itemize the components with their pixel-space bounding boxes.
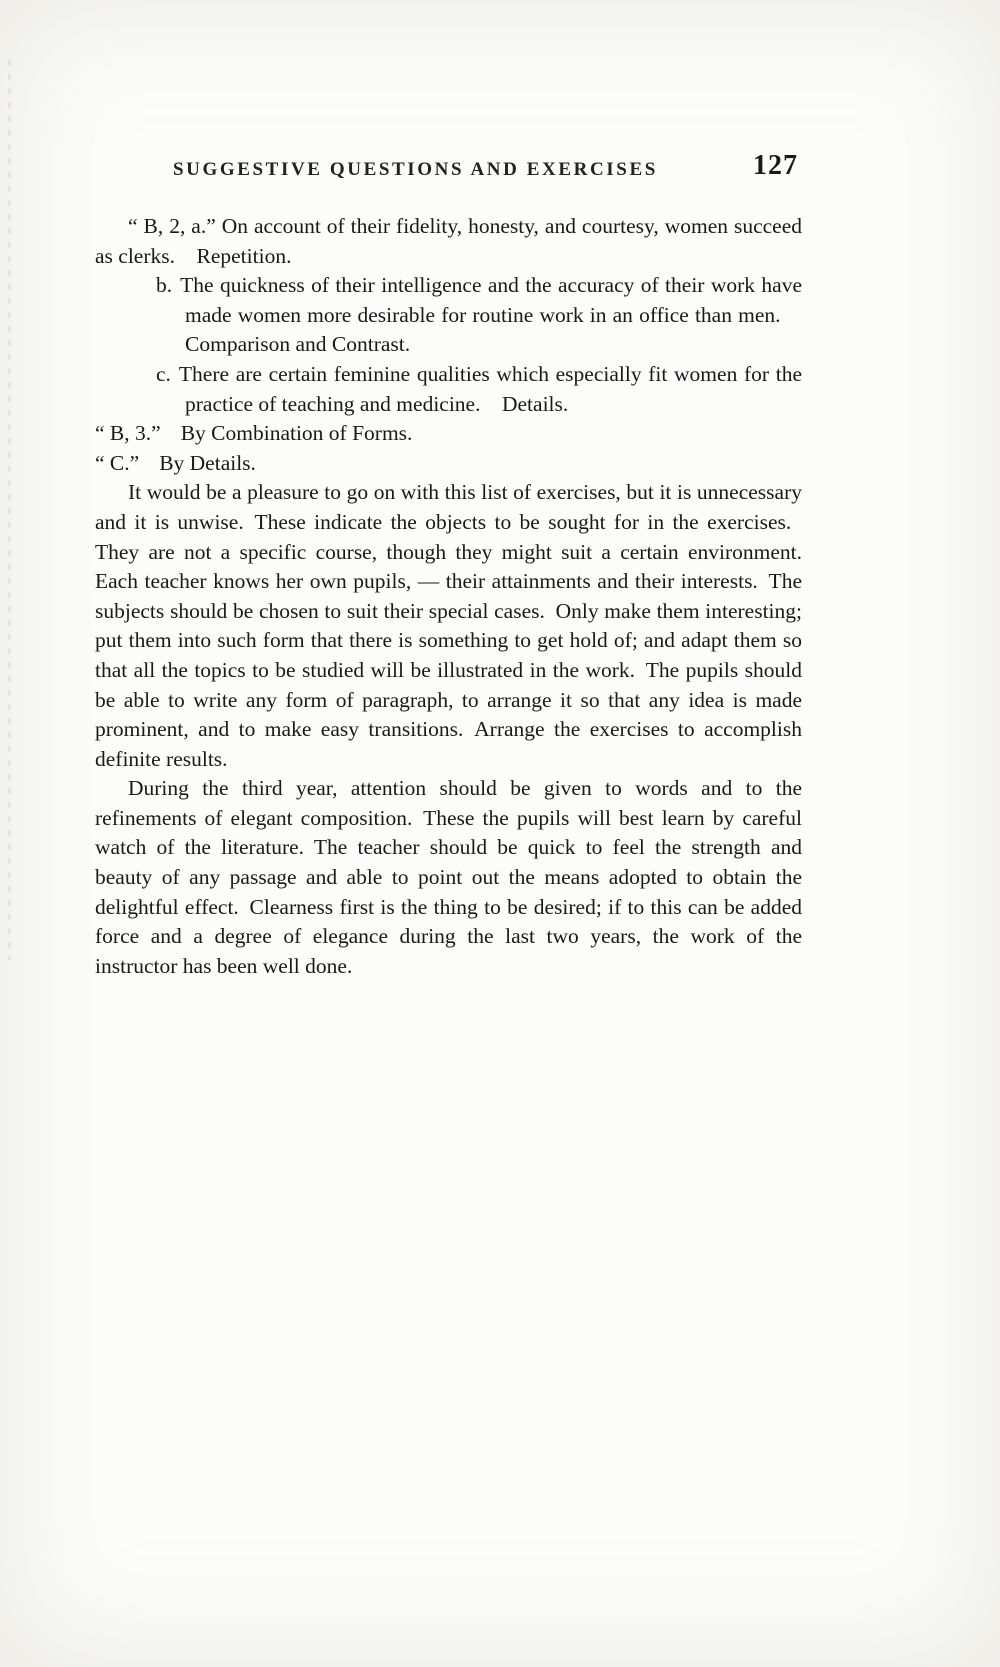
- paragraph-b2a: “ B, 2, a.” On account of their fidelity, honesty, and courtesy, women succeed as clerks. Repetition.: [95, 214, 802, 268]
- line-text: By Details.: [159, 450, 256, 475]
- scan-artifact: [8, 60, 11, 960]
- list-item-label: b.: [156, 273, 173, 298]
- running-title: SUGGESTIVE QUESTIONS AND EXERCISES: [173, 159, 658, 180]
- line-text: By Combination of Forms.: [180, 421, 413, 446]
- list-item-label: c.: [156, 361, 171, 386]
- line-label: “ C.”: [95, 450, 140, 475]
- page-header: [95, 150, 802, 190]
- line-c: [95, 449, 802, 479]
- page-body: [95, 212, 802, 981]
- line-label: “ B, 3.”: [95, 421, 161, 446]
- list-item-text: The quickness of their intelligence and the accuracy of their work have made women more desirable for routine work in an office than men. Comparison and Contrast.: [180, 273, 802, 357]
- line-b3: [95, 419, 802, 449]
- page-number: 127: [753, 150, 798, 181]
- paragraph-third-year: During the third year, attention should be given to words and to the refinements of elegant composition. These the pupils will best learn by careful watch of the literature. The teacher should be quick to feel the strength and beauty of any passage and able to point out the means adopted to obtain the delightful effect. Clearness first is the thing to be desired; if to this can be added force and a degree of elegance during the last two years, the work of the instructor has been well done.: [95, 776, 802, 978]
- paragraph-discussion: It would be a pleasure to go on with this list of exercises, but it is unnecessary and it is unwise. These indicate the objects to be sought for in the exercises. They are not a specific course, though they might suit a certain environment. Each teacher knows her own pupils, — their attainments and their interests. The subjects should be chosen to suit their special cases. Only make them interesting; put them into such form that there is something to get hold of; and adapt them so that all the topics to be studied will be illustrated in the work. The pupils should be able to write any form of paragraph, to arrange it so that any idea is made prominent, and to make easy transitions. Arrange the exercises to accomplish definite results.: [95, 480, 802, 771]
- list-item-text: There are certain feminine qualities which especially fit women for the practice of teaching and medicine. Details.: [178, 361, 802, 416]
- list-item-c: [156, 360, 802, 419]
- list-item-b: [156, 271, 802, 360]
